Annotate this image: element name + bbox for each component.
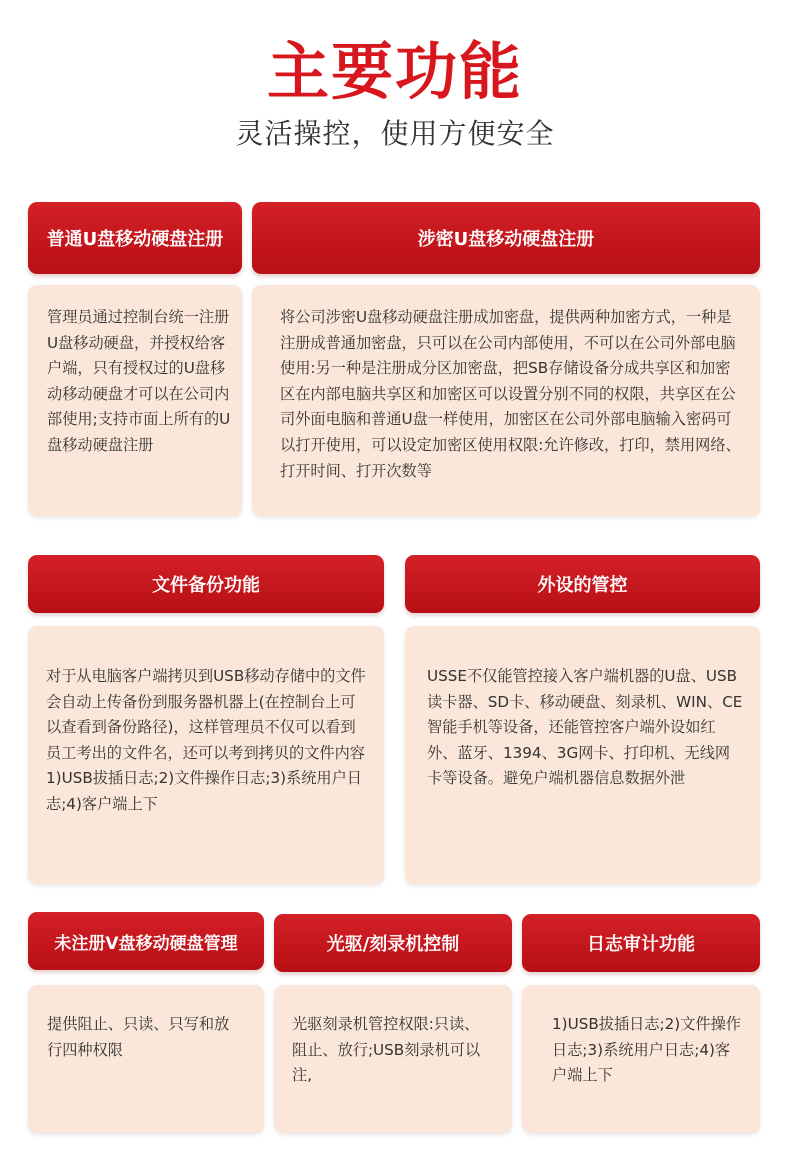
card-body-file-backup	[28, 626, 384, 884]
card-body-regular-usb-registration	[28, 285, 242, 516]
card-heading-log-audit: 日志审计功能	[522, 914, 760, 972]
card-heading-unregistered-disk-management: 未注册V盘移动硬盘管理	[28, 912, 264, 970]
card-heading-optical-drive-control: 光驱/刻录机控制	[274, 914, 512, 972]
page-subtitle: 灵活操控，使用方便安全	[235, 117, 555, 150]
card-heading-secure-usb-registration: 涉密U盘移动硬盘注册	[252, 202, 760, 274]
card-body-optical-drive-control	[274, 985, 512, 1133]
card-text-optical-drive-control: 光驱刻录机管控权限:只读、阻止、放行;USB刻录机可以注,	[292, 1015, 481, 1085]
card-text-log-audit: 1)USB拔插日志;2)文件操作日志;3)系统用户日志;4)客户端上下	[552, 1015, 741, 1085]
card-body-log-audit	[522, 985, 760, 1133]
card-body-unregistered-disk-management	[28, 985, 264, 1133]
page-title: 主要功能	[266, 35, 523, 108]
card-body-peripheral-control	[405, 626, 760, 884]
card-text-file-backup: 对于从电脑客户端拷贝到USB移动存储中的文件会自动上传备份到服务器机器上(在控制台上可以查看到备份路径)，这样管理员不仅可以看到员工考出的文件名，还可以考到拷贝的文件内容1)USB拔插日志;2)文件操作日志;3)系统用户日志;4)客户端上下	[46, 667, 366, 813]
card-heading-regular-usb-registration: 普通U盘移动硬盘注册	[28, 202, 242, 274]
card-heading-peripheral-control: 外设的管控	[405, 555, 760, 613]
card-body-secure-usb-registration	[252, 285, 760, 516]
card-text-unregistered-disk-management: 提供阻止、只读、只写和放行四种权限	[47, 1015, 230, 1059]
card-text-regular-usb-registration: 管理员通过控制台统一注册U盘移动硬盘，并授权给客户端，只有授权过的U盘移动移动硬盘才可以在公司内部使用;支持市面上所有的U盘移动硬盘注册	[47, 308, 231, 454]
card-heading-file-backup: 文件备份功能	[28, 555, 384, 613]
card-text-secure-usb-registration: 将公司涉密U盘移动硬盘注册成加密盘，提供两种加密方式，一种是注册成普通加密盘，只可以在公司内部使用，不可以在公司外部电脑使用:另一种是注册成分区加密盘，把SB存储设备分成共享区和加密区在内部电脑共享区和加密区可以设置分别不同的权限，共享区在公司外面电脑和普通U盘一样使用，加密区在公司外部电脑输入密码可以打开使用，可以设定加密区使用权限:允许修改，打印，禁用网络、打开时间、打开次数等	[280, 308, 741, 480]
card-text-peripheral-control: USSE不仅能管控接入客户端机器的U盘、USB读卡器、SD卡、移动硬盘、刻录机、WIN、CE智能手机等设备，还能管控客户端外设如红外、蓝牙、1394、3G网卡、打印机、无线网卡等设备。避免户端机器信息数据外泄	[427, 667, 743, 788]
